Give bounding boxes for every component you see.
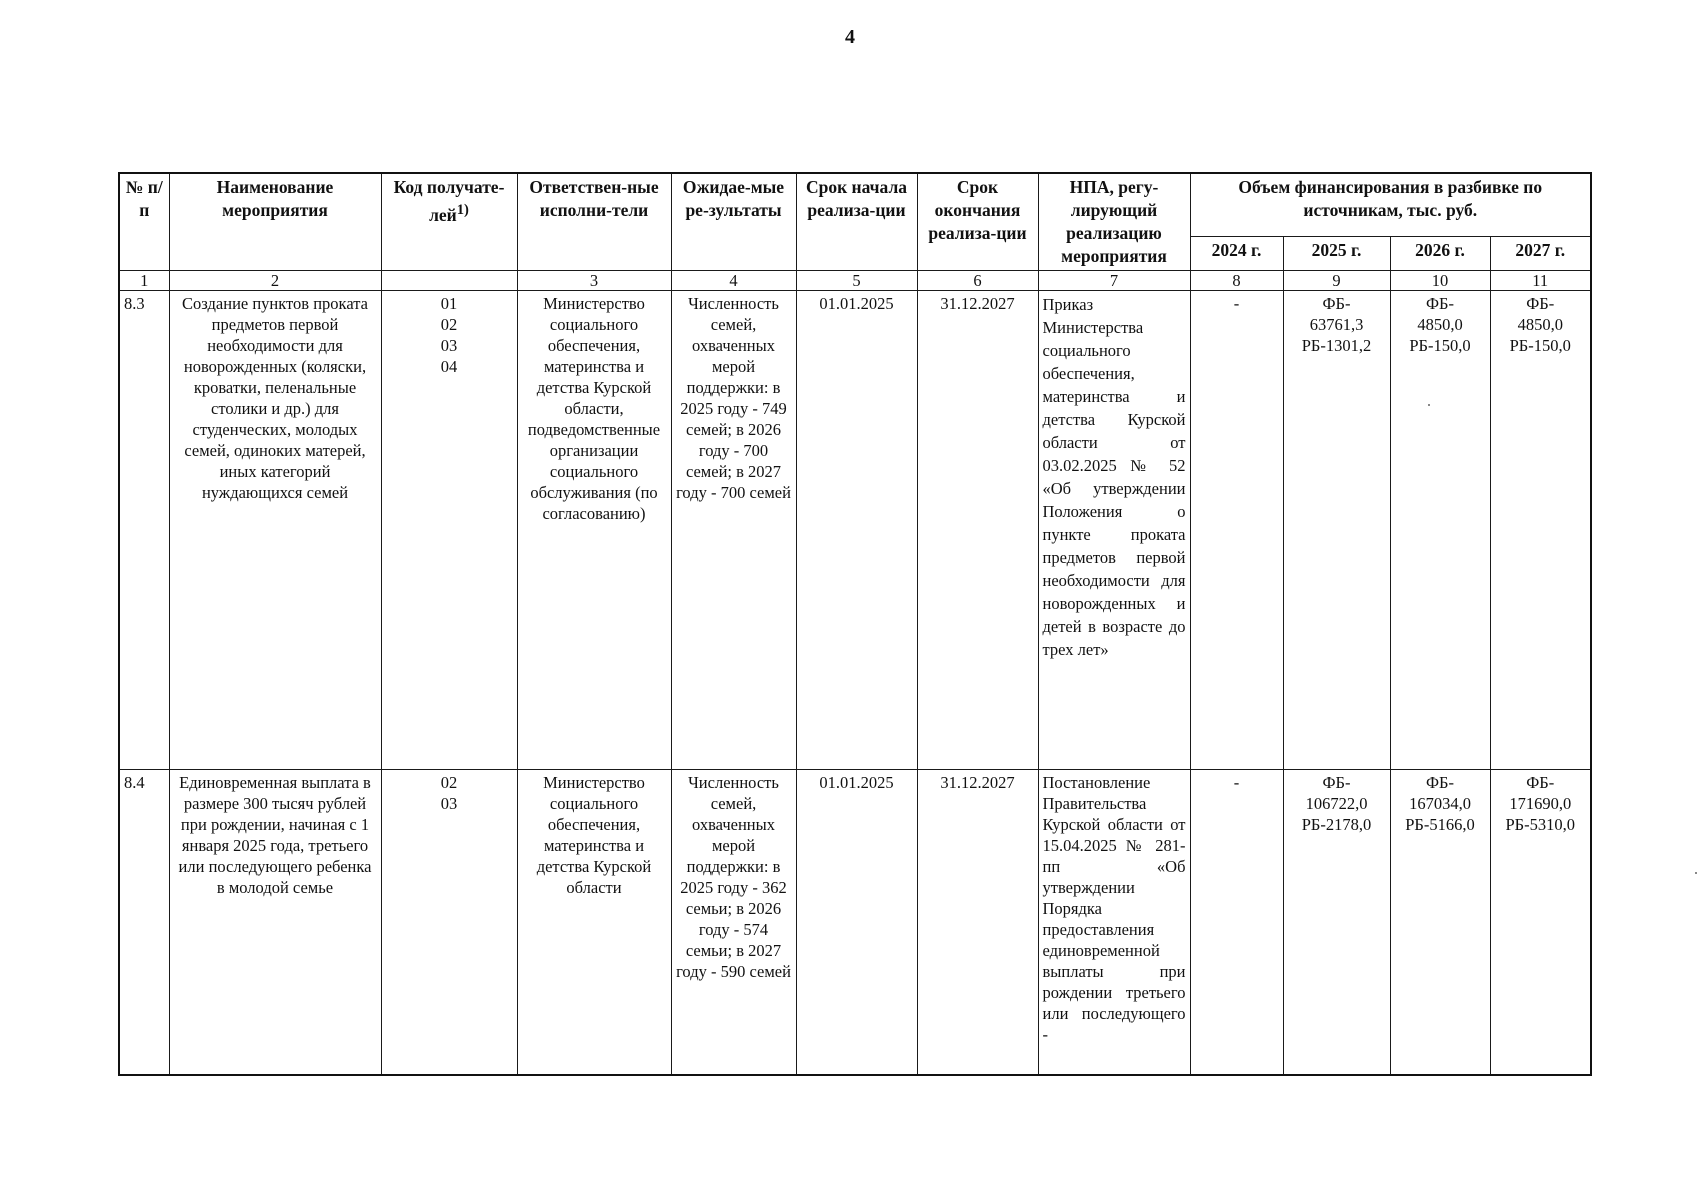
row-npa: Приказ Министерства социального обеспечения, материнства и детства Курской области от 03.02.2025 № 52 «Об утверждении Положения о пункте проката предметов первой необходимости для новорожденных и детей в возрасте до трех лет» <box>1038 291 1190 770</box>
header-funding: Объем финансирования в разбивке по источникам, тыс. руб. <box>1190 173 1591 236</box>
header-year-2024: 2024 г. <box>1190 236 1283 270</box>
row-results: Численность семей, охваченных мерой поддержки: в 2025 году - 362 семьи; в 2026 году - 574 семьи; в 2027 году - 590 семей <box>671 770 796 1076</box>
row-2027: ФБ- 4850,0 РБ-150,0 <box>1490 291 1591 770</box>
header-end: Срок окончания реализа-ции <box>917 173 1038 271</box>
column-number <box>381 271 517 291</box>
header-code <box>381 173 517 271</box>
column-number: 6 <box>917 271 1038 291</box>
row-start: 01.01.2025 <box>796 291 917 770</box>
row-code: 02 03 <box>381 770 517 1076</box>
row-2025: ФБ- 63761,3 РБ-1301,2 <box>1283 291 1390 770</box>
header-executors: Ответствен-ные исполни-тели <box>517 173 671 271</box>
row-executors: Министерство социального обеспечения, материнства и детства Курской области <box>517 770 671 1076</box>
row-code: 01 02 03 04 <box>381 291 517 770</box>
column-number: 4 <box>671 271 796 291</box>
header-start: Срок начала реализа-ции <box>796 173 917 271</box>
column-number: 5 <box>796 271 917 291</box>
row-npa: Постановление Правительства Курской области от 15.04.2025 № 281-пп «Об утверждении Порядка предоставления единовременной выплаты при рождении третьего или последующего - <box>1038 770 1190 1076</box>
row-start: 01.01.2025 <box>796 770 917 1076</box>
column-number: 2 <box>169 271 381 291</box>
row-no: 8.4 <box>119 770 169 1076</box>
header-code-text: Код получате-лей <box>393 177 505 225</box>
measures-table <box>118 172 1592 1076</box>
page-number: 4 <box>845 26 855 48</box>
header-name: Наименование мероприятия <box>169 173 381 271</box>
header-results: Ожидае-мые ре-зультаты <box>671 173 796 271</box>
footnote-marker: 1) <box>456 202 469 218</box>
header-npa: НПА, регу-лирующий реализацию мероприятия <box>1038 173 1190 271</box>
row-results: Численность семей, охваченных мерой поддержки: в 2025 году - 749 семей; в 2026 году - 700 семей; в 2027 году - 700 семей <box>671 291 796 770</box>
table-row <box>119 291 1591 770</box>
header-year-2026: 2026 г. <box>1390 236 1490 270</box>
row-executors: Министерство социального обеспечения, материнства и детства Курской области, подведомственные организации социального обслуживания (по согласованию) <box>517 291 671 770</box>
header-year-2027: 2027 г. <box>1490 236 1591 270</box>
row-end: 31.12.2027 <box>917 770 1038 1076</box>
row-2027: ФБ- 171690,0 РБ-5310,0 <box>1490 770 1591 1076</box>
header-no: № п/п <box>119 173 169 271</box>
column-number: 11 <box>1490 271 1591 291</box>
row-name: Единовременная выплата в размере 300 тысяч рублей при рождении, начиная с 1 января 2025 года, третьего или последующего ребенка в молодой семье <box>169 770 381 1076</box>
row-name: Создание пунктов проката предметов первой необходимости для новорожденных (коляски, кроватки, пеленальные столики и др.) для студенческих, молодых семей, одиноких матерей, иных категорий нуждающихся семей <box>169 291 381 770</box>
column-number: 9 <box>1283 271 1390 291</box>
table-header <box>119 173 1591 291</box>
row-2026: ФБ- 4850,0 РБ-150,0 <box>1390 291 1490 770</box>
table-row <box>119 770 1591 1076</box>
column-number: 1 <box>119 271 169 291</box>
column-number: 7 <box>1038 271 1190 291</box>
row-end: 31.12.2027 <box>917 291 1038 770</box>
row-no: 8.3 <box>119 291 169 770</box>
row-2026: ФБ- 167034,0 РБ-5166,0 <box>1390 770 1490 1076</box>
column-number: 8 <box>1190 271 1283 291</box>
row-2025: ФБ- 106722,0 РБ-2178,0 <box>1283 770 1390 1076</box>
column-number: 10 <box>1390 271 1490 291</box>
header-year-2025: 2025 г. <box>1283 236 1390 270</box>
scan-speck <box>1695 872 1697 874</box>
column-number-row <box>119 271 1591 291</box>
row-2024: - <box>1190 291 1283 770</box>
column-number: 3 <box>517 271 671 291</box>
scan-speck <box>1428 404 1430 406</box>
row-2024: - <box>1190 770 1283 1076</box>
